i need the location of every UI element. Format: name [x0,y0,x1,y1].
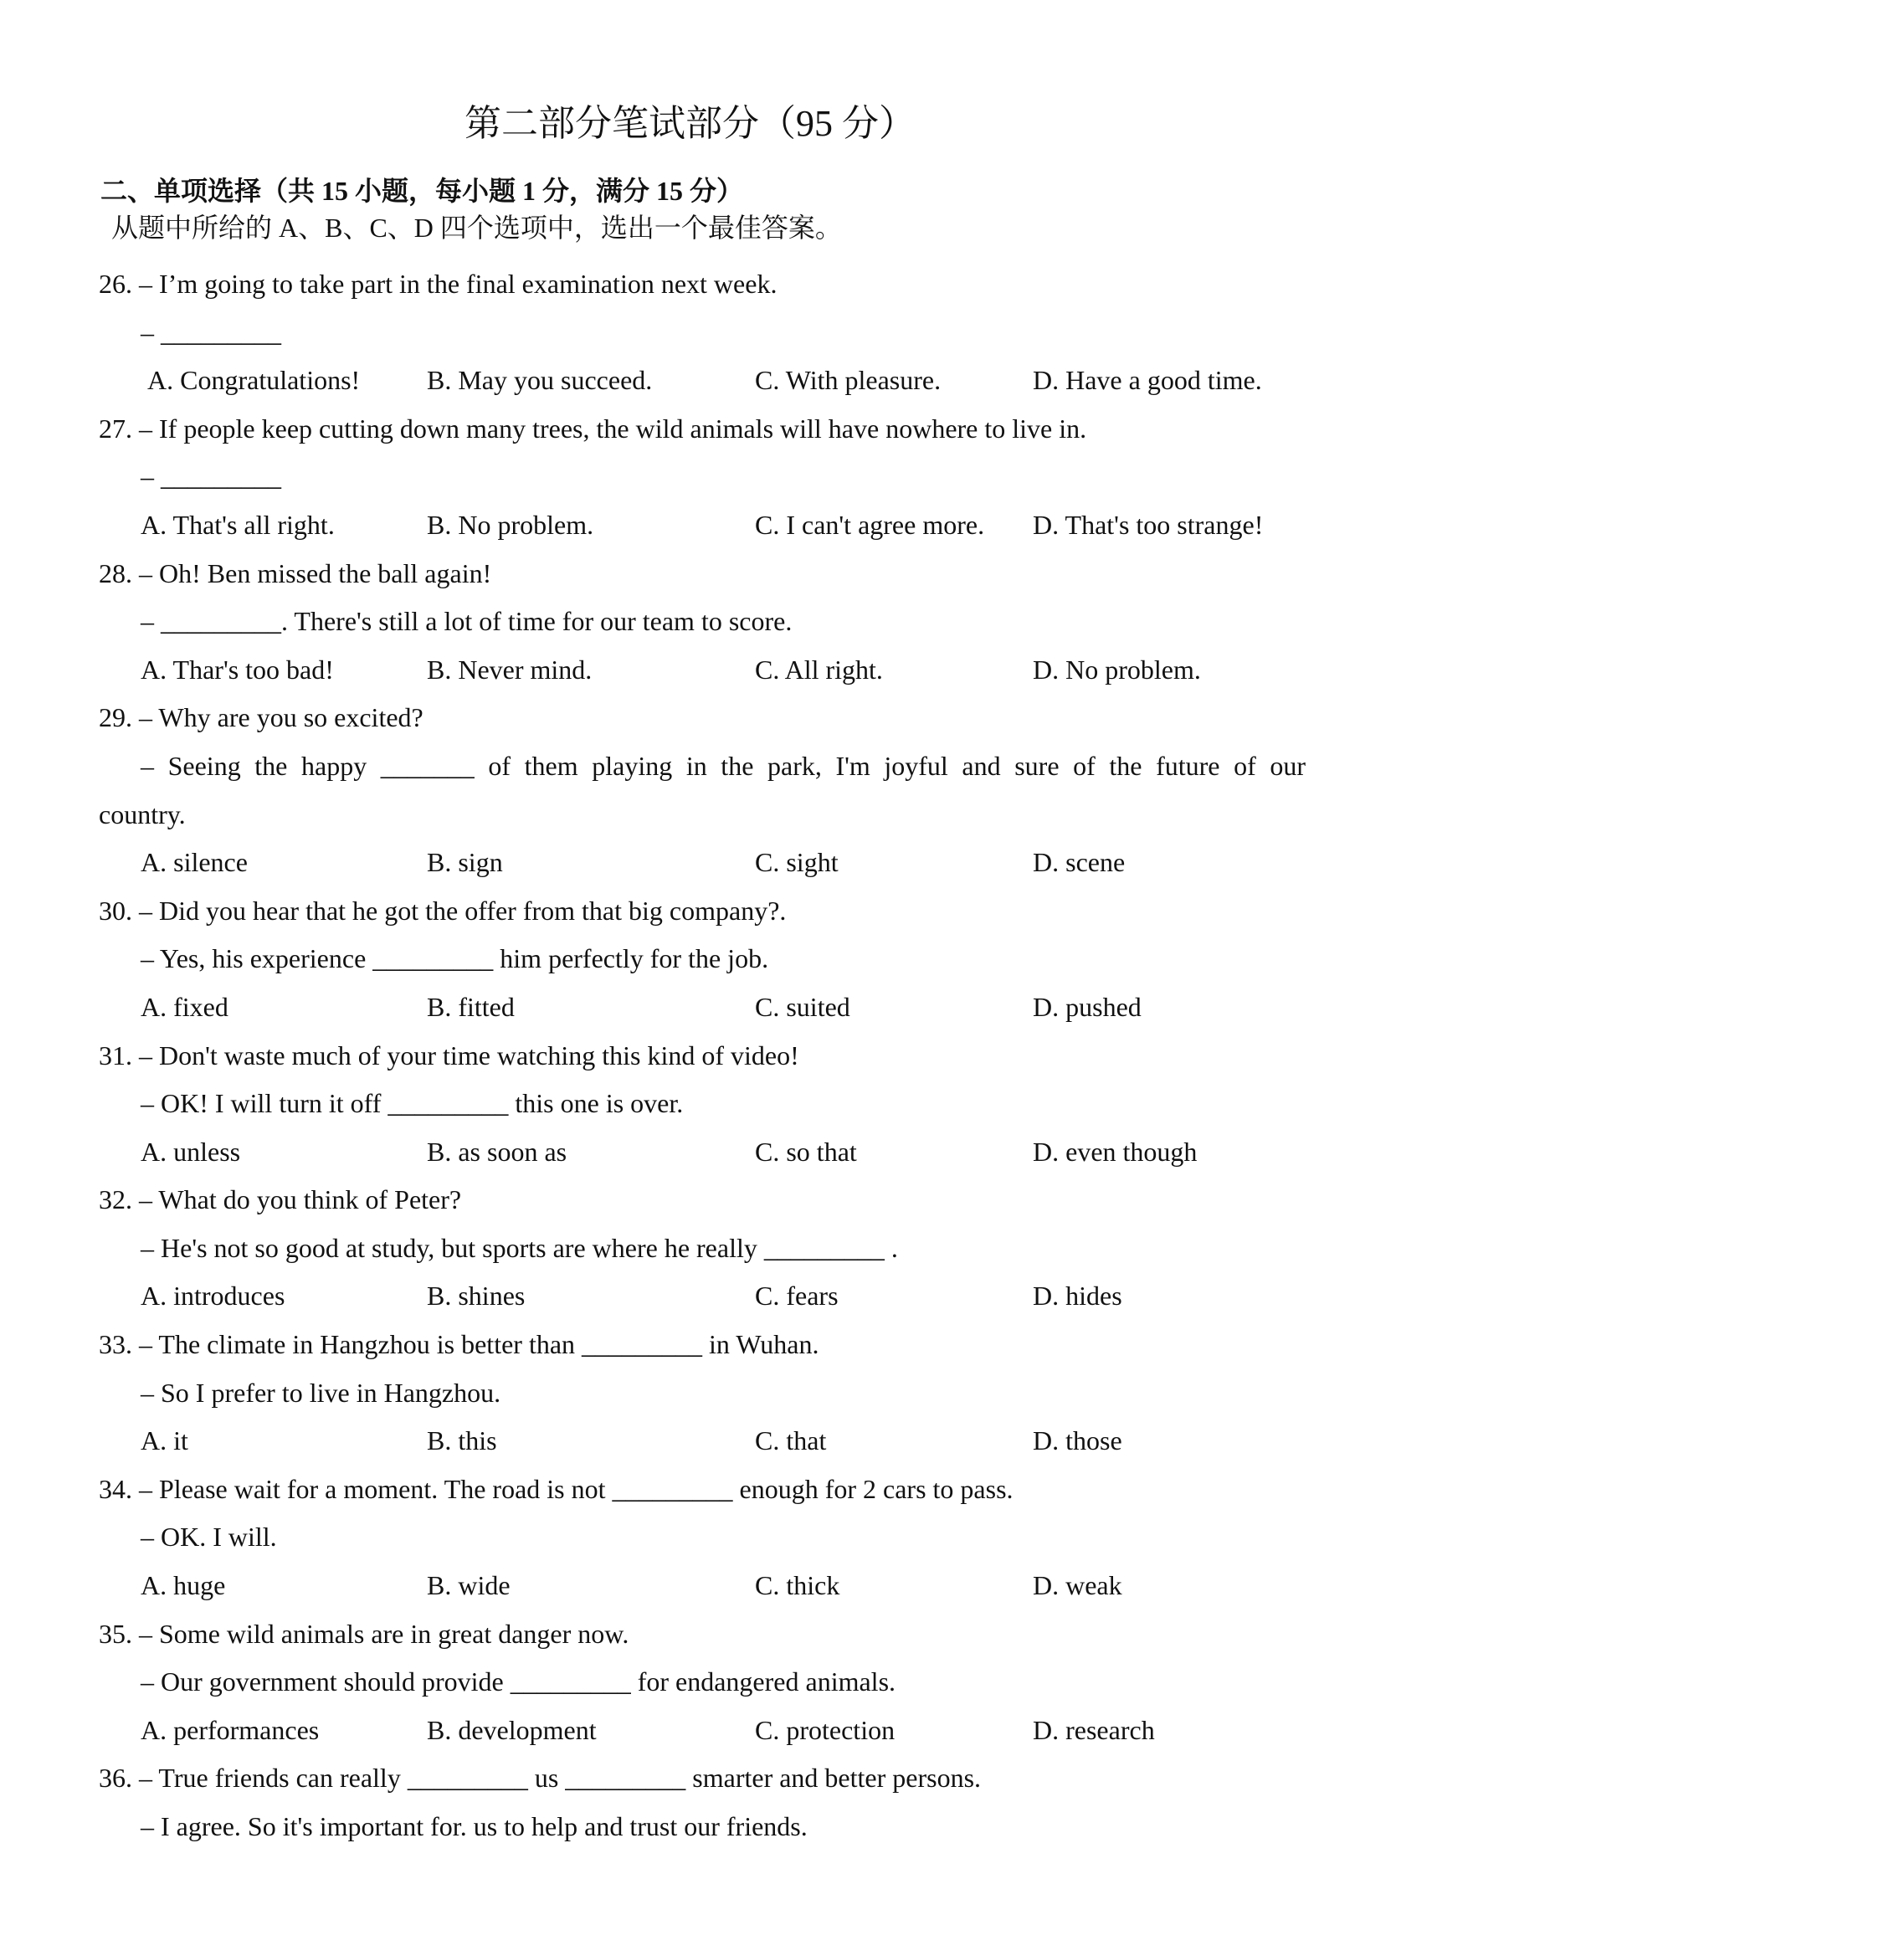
question-30-stem: 30. – Did you hear that he got the offer from that big company?. [99,895,787,926]
question-31-stem: 31. – Don't waste much of your time watching this kind of video! [99,1040,799,1070]
option-b[interactable]: B. No problem. [427,509,594,540]
option-d[interactable]: D. pushed [1033,991,1142,1022]
option-c[interactable]: C. With pleasure. [755,365,942,396]
question-34-stem: 34. – Please wait for a moment. The road is not _________ enough for 2 cars to pass. [99,1473,1014,1504]
option-d[interactable]: D. weak [1033,1570,1122,1601]
option-b[interactable]: B. fitted [427,991,515,1022]
section-heading: 二、单项选择（共 15 小题，每小题 1 分，满分 15 分） [100,176,744,206]
option-a[interactable]: A. performances [141,1714,320,1745]
question-26-stem: 26. – I’m going to take part in the final examination next week. [99,269,778,299]
option-a[interactable]: A. it [141,1425,188,1456]
question-list [99,260,1304,1851]
option-a[interactable]: A. introduces [141,1281,285,1312]
question-30-reply: – Yes, his experience _________ him perfectly for the job. [141,943,769,974]
question-35-options [99,1707,1304,1755]
question-34-reply: – OK. I will. [141,1522,277,1553]
option-a[interactable]: A. Thar's too bad! [141,654,334,685]
question-32-stem: 32. – What do you think of Peter? [99,1184,462,1215]
option-a[interactable]: A. huge [141,1570,226,1601]
option-c[interactable]: C. protection [755,1714,896,1745]
question-27-reply: – _________ [141,461,281,492]
option-b[interactable]: B. wide [427,1570,511,1601]
question-31-reply: – OK! I will turn it off _________ this one is over. [141,1088,684,1119]
option-d[interactable]: D. research [1033,1714,1155,1745]
question-29-reply-continued: country. [99,798,186,829]
question-33-stem: 33. – The climate in Hangzhou is better than _________ in Wuhan. [99,1329,819,1360]
option-d[interactable]: D. those [1033,1425,1122,1456]
question-29-options [99,839,1304,887]
question-27-stem: 27. – If people keep cutting down many trees, the wild animals will have nowhere to live in. [99,413,1087,444]
question-31-options [99,1128,1304,1177]
option-b[interactable]: B. shines [427,1281,526,1312]
question-30-options [99,983,1304,1032]
option-b[interactable]: B. as soon as [427,1136,567,1167]
option-c[interactable]: C. that [755,1425,827,1456]
option-d[interactable]: D. Have a good time. [1033,365,1262,396]
option-c[interactable]: C. thick [755,1570,840,1601]
option-c[interactable]: C. sight [755,847,839,878]
question-26-options [99,357,1304,405]
question-27-options [99,501,1304,550]
option-a[interactable]: A. Congratulations! [147,365,361,396]
question-36-reply: – I agree. So it's important for. us to help and trust our friends. [141,1811,808,1841]
option-c[interactable]: C. so that [755,1136,857,1167]
option-b[interactable]: B. May you succeed. [427,365,653,396]
question-36-stem: 36. – True friends can really _________ us _________ smarter and better persons. [99,1763,982,1794]
section-instruction: 从题中所给的 A、B、C、D 四个选项中，选出一个最佳答案。 [111,213,842,243]
option-c[interactable]: C. fears [755,1281,839,1312]
option-c[interactable]: C. suited [755,991,850,1022]
question-35-stem: 35. – Some wild animals are in great danger now. [99,1618,629,1649]
question-26-reply: – _________ [141,316,281,347]
question-32-reply: – He's not so good at study, but sports are where he really _________ . [141,1232,898,1263]
question-28-options [99,646,1304,695]
question-29-reply: – Seeing the happy _______ of them playing in the park, I'm joyful and sure of the future of our [141,750,1306,781]
option-a[interactable]: A. That's all right. [141,509,335,540]
question-28-stem: 28. – Oh! Ben missed the ball again! [99,557,492,588]
page-title: 第二部分笔试部分（95 分） [464,103,916,144]
option-d[interactable]: D. hides [1033,1281,1122,1312]
option-d[interactable]: D. No problem. [1033,654,1201,685]
question-32-options [99,1272,1304,1321]
option-a[interactable]: A. fixed [141,991,228,1022]
option-a[interactable]: A. unless [141,1136,241,1167]
option-b[interactable]: B. development [427,1714,597,1745]
option-d[interactable]: D. even though [1033,1136,1198,1167]
option-a[interactable]: A. silence [141,847,248,878]
question-28-reply: – _________. There's still a lot of time for our team to score. [141,606,793,637]
option-b[interactable]: B. this [427,1425,497,1456]
option-c[interactable]: C. All right. [755,654,883,685]
question-33-reply: – So I prefer to live in Hangzhou. [141,1377,501,1408]
option-d[interactable]: D. scene [1033,847,1126,878]
option-b[interactable]: B. sign [427,847,503,878]
option-c[interactable]: C. I can't agree more. [755,509,985,540]
question-29-stem: 29. – Why are you so excited? [99,702,423,733]
question-35-reply: – Our government should provide _________ for endangered animals. [141,1666,896,1697]
option-b[interactable]: B. Never mind. [427,654,593,685]
option-d[interactable]: D. That's too strange! [1033,509,1264,540]
question-34-options [99,1562,1304,1610]
question-33-options [99,1417,1304,1466]
